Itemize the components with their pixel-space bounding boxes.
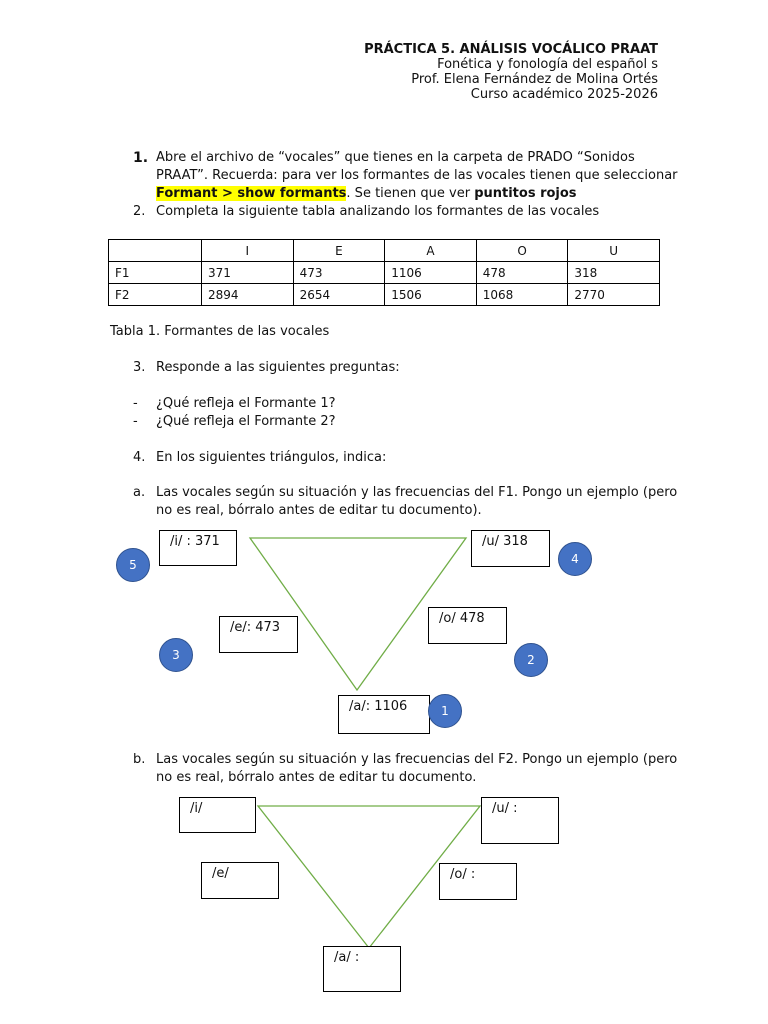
table-cell: 473: [293, 262, 385, 284]
f2-box-o[interactable]: /o/ :: [439, 863, 517, 900]
item-a-line-1: Las vocales según su situación y las frecuencias del F1. Pongo un ejemplo (pero: [156, 485, 678, 500]
item-4-text: En los siguientes triángulos, indica:: [156, 450, 387, 465]
table-header-cell: I: [202, 240, 294, 262]
f1-box-i[interactable]: /i/ : 371: [159, 530, 237, 566]
f2-box-i[interactable]: /i/: [179, 797, 256, 833]
item-a-letter: a.: [133, 485, 146, 500]
table-cell: 2894: [202, 284, 294, 306]
question-formant-1: ¿Qué refleja el Formante 1?: [156, 396, 336, 411]
order-circle-o: 2: [514, 643, 548, 677]
table-cell: 371: [202, 262, 294, 284]
bold-red-dots: puntitos rojos: [474, 186, 577, 201]
table-cell: 1506: [385, 284, 477, 306]
course-year: Curso académico 2025-2026: [470, 87, 658, 102]
bullet-marker: -: [133, 396, 138, 411]
table-header-cell: E: [293, 240, 385, 262]
table-cell: F2: [109, 284, 202, 306]
table-cell: 318: [568, 262, 660, 284]
order-circle-e: 3: [159, 638, 193, 672]
table-cell: 478: [476, 262, 568, 284]
f2-box-a[interactable]: /a/ :: [323, 946, 401, 992]
table-header-cell: A: [385, 240, 477, 262]
table-cell: 1106: [385, 262, 477, 284]
item-b-line-2: no es real, bórralo antes de editar tu documento.: [156, 770, 477, 785]
item-a-line-2: no es real, bórralo antes de editar tu documento).: [156, 503, 482, 518]
highlighted-instruction: Formant > show formants: [156, 186, 347, 201]
table-cell: 2770: [568, 284, 660, 306]
bullet-marker: -: [133, 414, 138, 429]
table-caption: Tabla 1. Formantes de las vocales: [110, 324, 330, 339]
table-cell: 2654: [293, 284, 385, 306]
question-formant-2: ¿Qué refleja el Formante 2?: [156, 414, 336, 429]
table-header-cell: U: [568, 240, 660, 262]
table-cell: F1: [109, 262, 202, 284]
table-header-cell: O: [476, 240, 568, 262]
item-b-line-1: Las vocales según su situación y las frecuencias del F2. Pongo un ejemplo (pero: [156, 752, 678, 767]
f1-box-o[interactable]: /o/ 478: [428, 607, 507, 644]
item-b-letter: b.: [133, 752, 146, 767]
f1-box-e[interactable]: /e/: 473: [219, 616, 298, 653]
item-3-number: 3.: [133, 360, 146, 375]
item-2-number: 2.: [133, 204, 146, 219]
subject-name: Fonética y fonología del español s: [437, 57, 658, 72]
professor-name: Prof. Elena Fernández de Molina Ortés: [411, 72, 658, 87]
f2-box-u[interactable]: /u/ :: [481, 797, 559, 844]
item-1-number: 1.: [133, 150, 149, 166]
item-1-line-2: PRAAT”. Recuerda: para ver los formantes de las vocales tienen que seleccionar: [156, 168, 678, 183]
item-3-text: Responde a las siguientes preguntas:: [156, 360, 400, 375]
item-4-number: 4.: [133, 450, 146, 465]
f2-box-e[interactable]: /e/: [201, 862, 279, 899]
table-cell: 1068: [476, 284, 568, 306]
f1-box-a[interactable]: /a/: 1106: [338, 695, 430, 734]
item-1-line-1: Abre el archivo de “vocales” que tienes en la carpeta de PRADO “Sonidos: [156, 150, 635, 165]
item-1-mid-text: . Se tienen que ver: [346, 186, 475, 201]
f1-box-u[interactable]: /u/ 318: [471, 530, 550, 567]
order-circle-u: 4: [558, 542, 592, 576]
item-2-text: Completa la siguiente tabla analizando los formantes de las vocales: [156, 204, 600, 219]
order-circle-a: 1: [428, 694, 462, 728]
order-circle-i: 5: [116, 548, 150, 582]
document-title: PRÁCTICA 5. ANÁLISIS VOCÁLICO PRAAT: [364, 42, 658, 57]
